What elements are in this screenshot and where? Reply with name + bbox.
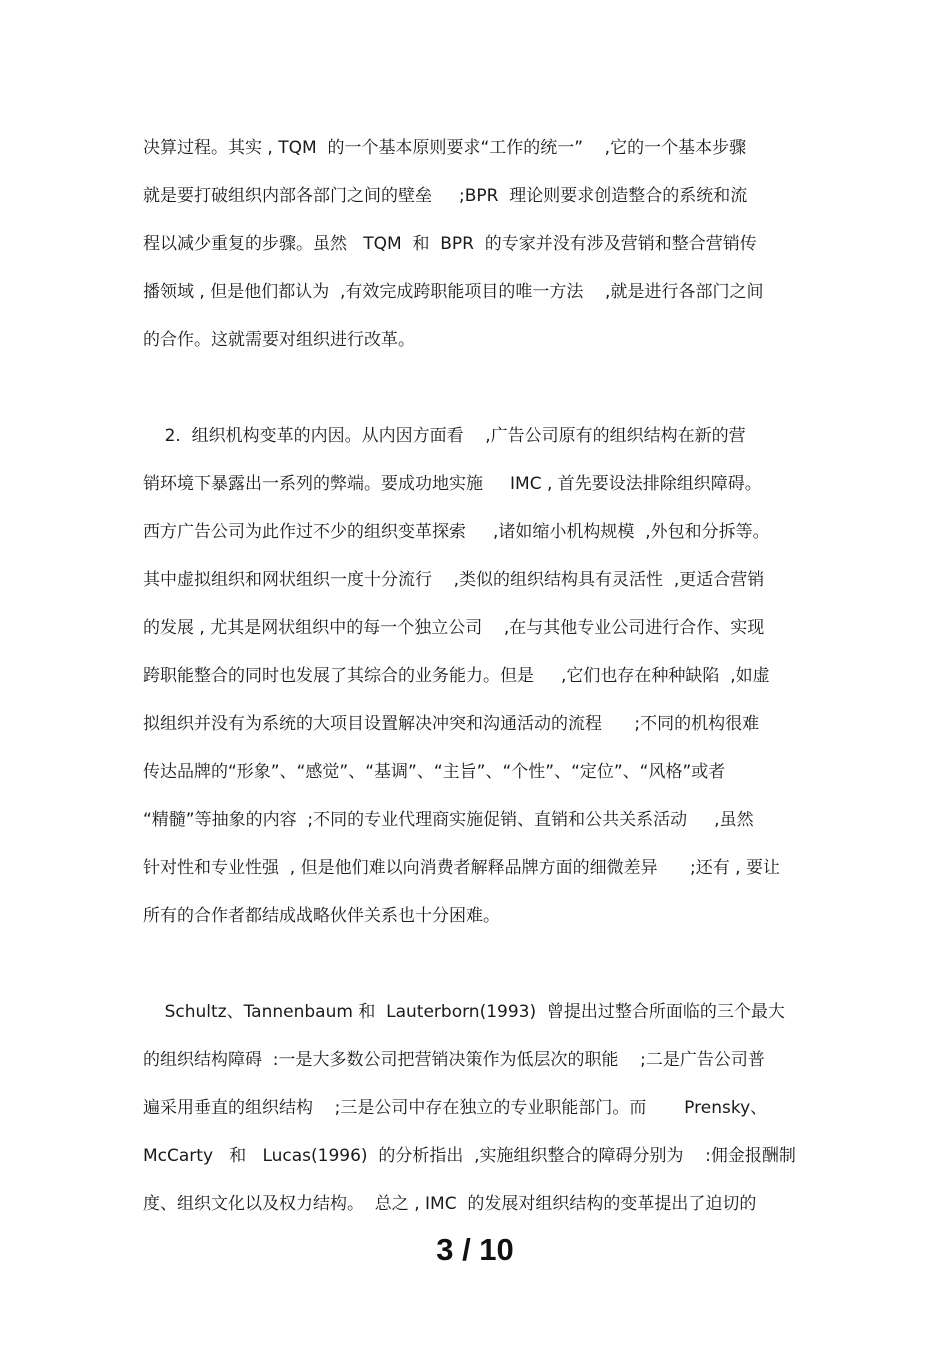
text-line: 就是要打破组织内部各部门之间的壁垒 ;BPR 理论则要求创造整合的系统和流 [143,186,748,206]
text-line: 西方广告公司为此作过不少的组织变革探索 ,诸如缩小机构规模 ,外包和分拆等。 [143,522,770,542]
text-line: 跨职能整合的同时也发展了其综合的业务能力。但是 ,它们也存在种种缺陷 ,如虚 [143,666,770,686]
text-line: 传达品牌的“形象”、“感觉”、“基调”、“主旨”、“个性”、“定位”、“风格”或者 [143,762,726,782]
text-line: 的组织结构障碍 :一是大多数公司把营销决策作为低层次的职能 ;二是广告公司普 [143,1050,765,1070]
text-line: 所有的合作者都结成战略伙伴关系也十分困难。 [143,906,500,926]
text-line: “精髓”等抽象的内容 ;不同的专业代理商实施促销、直销和公共关系活动 ,虽然 [143,810,754,830]
text-line: 的发展 , 尤其是网状组织中的每一个独立公司 ,在与其他专业公司进行合作、实现 [143,618,765,638]
text-line: 针对性和专业性强 , 但是他们难以向消费者解释品牌方面的细微差异 ;还有 , 要让 [143,858,780,878]
text-line: Schultz、Tannenbaum 和 Lauterborn(1993) 曾提出过整合所面临的三个最大 [143,1002,785,1022]
text-line: 2. 组织机构变革的内因。从内因方面看 ,广告公司原有的组织结构在新的营 [143,426,746,446]
text-line: 拟组织并没有为系统的大项目设置解决冲突和沟通活动的流程 ;不同的机构很难 [143,714,760,734]
paragraph-internal-causes [143,412,808,940]
text-line: McCarty 和 Lucas(1996) 的分析指出 ,实施组织整合的障碍分别为 :佣金报酬制 [143,1146,796,1166]
text-line: 播领域 , 但是他们都认为 ,有效完成跨职能项目的唯一方法 ,就是进行各部门之间 [143,282,764,302]
paragraph-organizational-barriers [143,988,808,1228]
text-line: 其中虚拟组织和网状组织一度十分流行 ,类似的组织结构具有灵活性 ,更适合营销 [143,570,765,590]
paragraph-tqm-bpr [143,124,808,364]
text-line: 决算过程。其实 , TQM 的一个基本原则要求“工作的统一” ,它的一个基本步骤 [143,138,747,158]
text-line: 遍采用垂直的组织结构 ;三是公司中存在独立的专业职能部门。而 Prensky、 [143,1098,768,1118]
text-line: 程以减少重复的步骤。虽然 TQM 和 BPR 的专家并没有涉及营销和整合营销传 [143,234,757,254]
text-line: 销环境下暴露出一系列的弊端。要成功地实施 IMC , 首先要设法排除组织障碍。 [143,474,762,494]
page-number: 3 / 10 [436,1232,514,1267]
text-line: 度、组织文化以及权力结构。 总之 , IMC 的发展对组织结构的变革提出了迫切的 [143,1194,757,1214]
text-line: 的合作。这就需要对组织进行改革。 [143,330,415,350]
